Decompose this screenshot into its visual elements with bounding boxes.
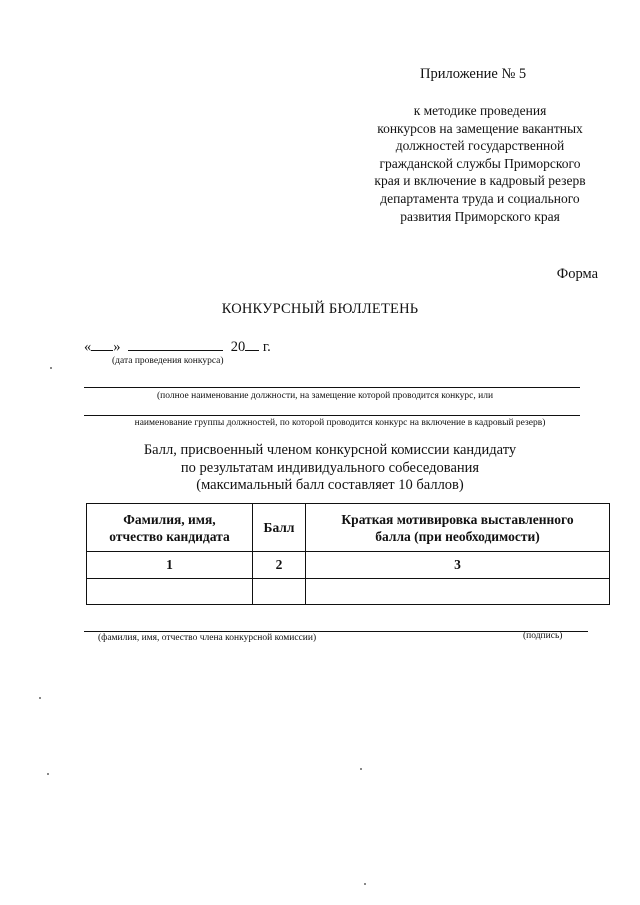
- position-hint-2: наименование группы должностей, по которой проводится конкурс на включение в кадровый резерв): [134, 418, 546, 428]
- date-field: [84, 338, 271, 356]
- position-hint-1: (полное наименование должности, на замещение которой проводится конкурс, или: [156, 391, 494, 401]
- day-blank: [91, 338, 113, 351]
- header-line: Краткая мотивировка выставленного: [341, 511, 574, 527]
- column-number: 3: [306, 552, 610, 579]
- member-name-hint: (фамилия, имя, отчество члена конкурсной комиссии): [98, 633, 317, 643]
- appendix-line: департамента труда и социального: [380, 190, 580, 206]
- position-name-line: [84, 387, 580, 388]
- scan-speck: [50, 367, 52, 369]
- form-label: Форма: [556, 266, 598, 282]
- date-close-quote: »: [113, 339, 121, 355]
- header-line: Фамилия, имя,: [123, 511, 216, 527]
- scan-speck: [364, 883, 366, 885]
- column-number: 2: [253, 552, 306, 579]
- motivation-cell[interactable]: [306, 579, 610, 605]
- score-line: по результатам индивидуального собеседования: [180, 459, 480, 476]
- position-group-line: [84, 415, 580, 416]
- date-open-quote: «: [84, 339, 92, 355]
- table-number-row: [87, 552, 610, 579]
- year-blank: [245, 338, 259, 351]
- appendix-line: развития Приморского края: [400, 208, 560, 224]
- month-blank: [128, 338, 223, 351]
- document-title: КОНКУРСНЫЙ БЮЛЛЕТЕНЬ: [221, 301, 419, 317]
- appendix-line: конкурсов на замещение вакантных: [377, 120, 583, 136]
- score-line: (максимальный балл составляет 10 баллов): [196, 477, 464, 493]
- date-hint: (дата проведения конкурса): [112, 356, 224, 366]
- header-score: [253, 504, 306, 552]
- candidate-name-cell[interactable]: [87, 579, 253, 605]
- scan-speck: [360, 768, 362, 770]
- signature-line: [84, 631, 588, 632]
- header-candidate-name: [87, 504, 253, 552]
- appendix-title: Приложение № 5: [420, 66, 527, 82]
- header-motivation: [306, 504, 610, 552]
- ballot-table: [86, 503, 610, 605]
- appendix-line: к методике проведения: [413, 103, 547, 118]
- appendix-line: гражданской службы Приморского: [379, 155, 581, 171]
- header-line: отчество кандидата: [109, 528, 230, 544]
- score-description: [0, 442, 640, 495]
- column-number: 1: [87, 552, 253, 579]
- scan-speck: [39, 697, 41, 699]
- header-line: балла (при необходимости): [375, 528, 540, 544]
- score-line: Балл, присвоенный членом конкурсной комиссии кандидату: [143, 442, 517, 458]
- signature-hint: (подпись): [523, 631, 563, 641]
- year-prefix: 20: [230, 339, 246, 355]
- header-line: Балл: [263, 520, 295, 535]
- table-header-row: [87, 504, 610, 552]
- year-suffix: г.: [262, 339, 271, 355]
- appendix-line: должностей государственной: [395, 138, 565, 154]
- scan-speck: [47, 773, 49, 775]
- appendix-description: [345, 102, 615, 225]
- appendix-line: края и включение в кадровый резерв: [374, 173, 586, 189]
- score-cell[interactable]: [253, 579, 306, 605]
- table-row: [87, 579, 610, 605]
